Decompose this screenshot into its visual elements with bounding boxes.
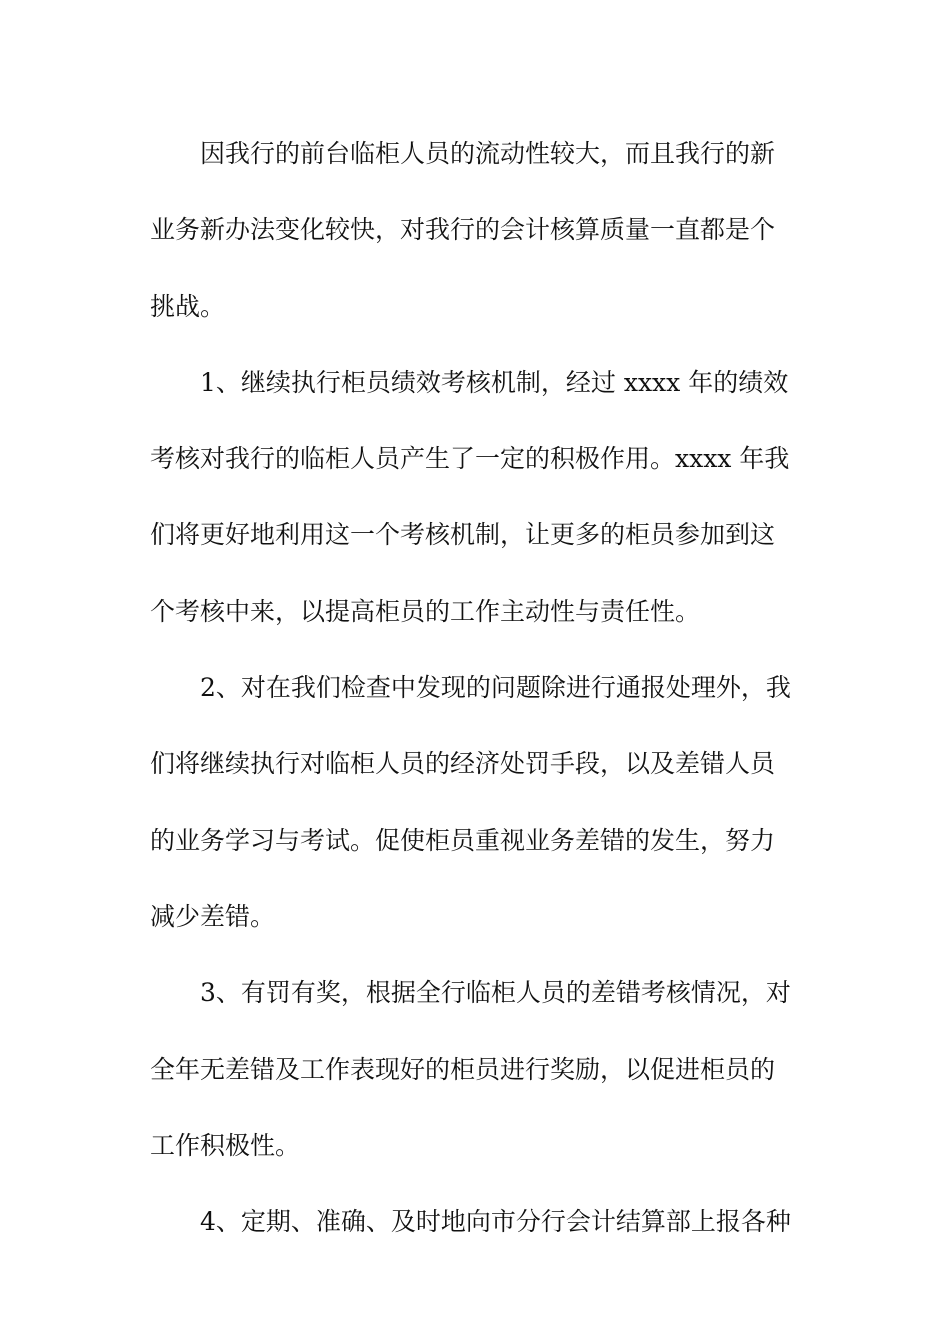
paragraph-line: 业务新办法变化较快，对我行的会计核算质量一直都是个 — [150, 215, 776, 245]
paragraph-line: 的业务学习与考试。促使柜员重视业务差错的发生，努力 — [150, 825, 776, 855]
paragraph-line: 个考核中来，以提高柜员的工作主动性与责任性。 — [150, 596, 701, 626]
paragraph-line: 因我行的前台临柜人员的流动性较大，而且我行的新 — [200, 139, 776, 168]
paragraph-line: 1、继续执行柜员绩效考核机制，经过 xxxx 年的绩效 — [200, 367, 789, 397]
paragraph-line: 挑战。 — [150, 291, 226, 321]
paragraph-line: 3、有罚有奖，根据全行临柜人员的差错考核情况，对 — [200, 978, 791, 1008]
paragraph-line: 工作积极性。 — [150, 1130, 301, 1160]
document-body — [150, 126, 805, 1270]
paragraph-line: 2、对在我们检查中发现的问题除进行通报处理外，我 — [200, 673, 791, 703]
paragraph-line: 减少差错。 — [150, 901, 276, 931]
paragraph-line: 考核对我行的临柜人员产生了一定的积极作用。xxxx 年我 — [150, 444, 790, 474]
paragraph-line: 们将继续执行对临柜人员的经济处罚手段，以及差错人员 — [150, 749, 776, 779]
paragraph-line: 们将更好地利用这一个考核机制，让更多的柜员参加到这 — [150, 520, 776, 550]
paragraph-line: 4、定期、准确、及时地向市分行会计结算部上报各种 — [200, 1207, 791, 1237]
paragraph-line: 全年无差错及工作表现好的柜员进行奖励，以促进柜员的 — [150, 1054, 776, 1084]
